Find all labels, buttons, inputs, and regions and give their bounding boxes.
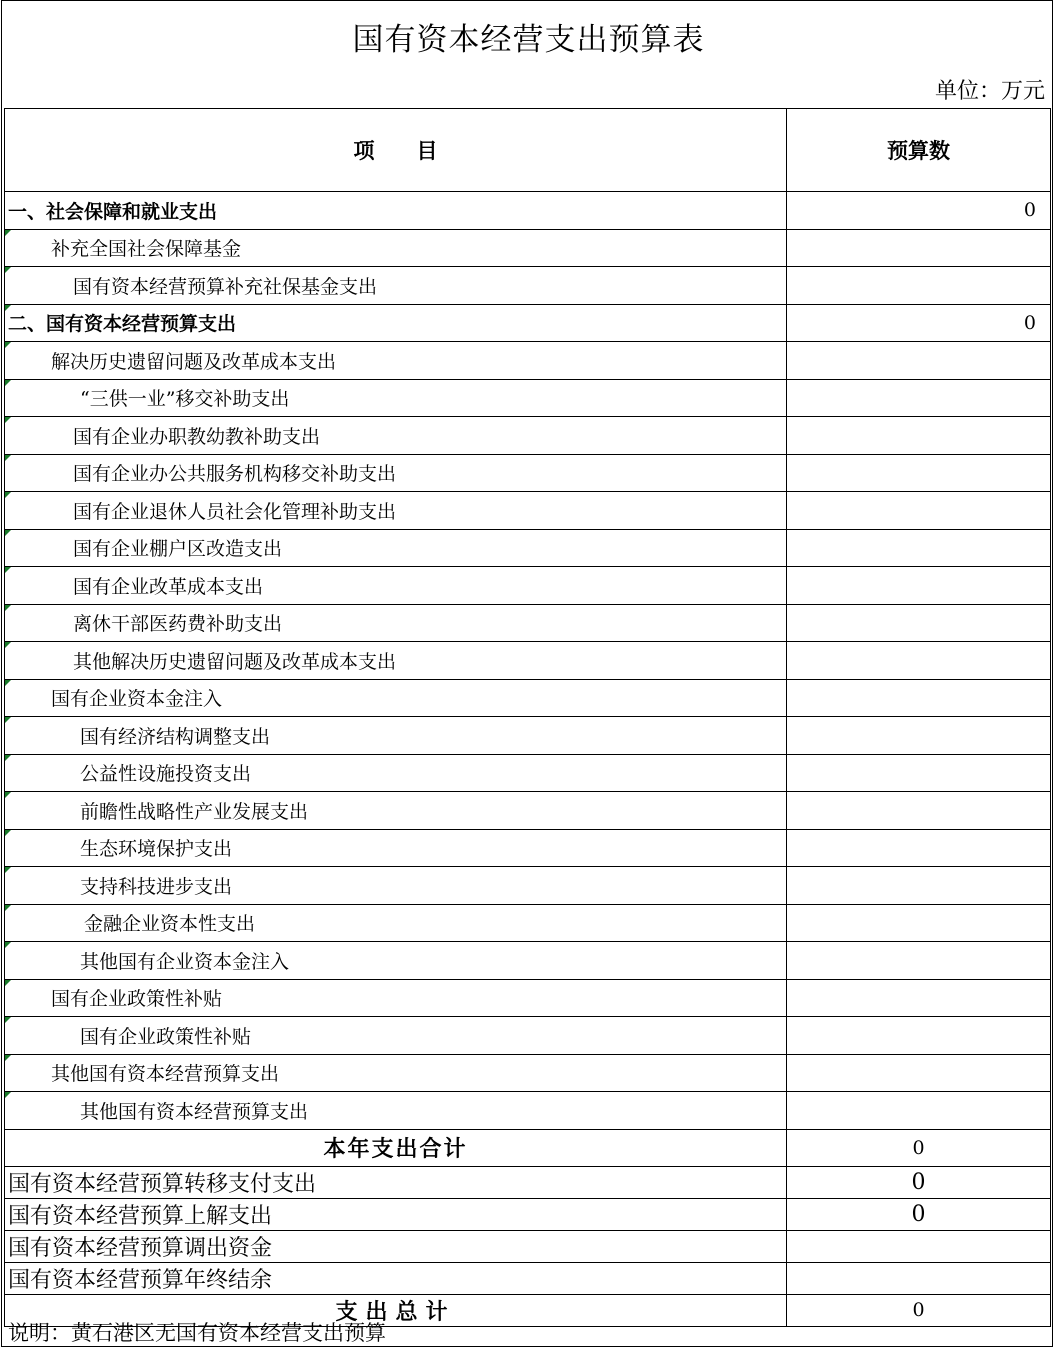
row-value <box>787 792 1051 830</box>
extra-label: 国有资本经营预算转移支付支出 <box>5 1166 787 1198</box>
grand-total-label: 支出总计 <box>5 1294 787 1326</box>
grand-total-value: 0 <box>787 1294 1051 1326</box>
extra-value: 0 <box>787 1166 1051 1198</box>
table-row <box>5 417 1051 455</box>
year-total-label: 本年支出合计 <box>5 1129 787 1166</box>
row-value <box>787 604 1051 642</box>
table-row <box>5 342 1051 380</box>
row-label: 国有经济结构调整支出 <box>5 717 787 755</box>
row-value <box>787 867 1051 905</box>
table-row <box>5 1017 1051 1055</box>
table-row <box>5 679 1051 717</box>
row-value: 0 <box>787 304 1051 342</box>
table-row <box>5 454 1051 492</box>
table-row <box>5 567 1051 605</box>
row-value <box>787 829 1051 867</box>
row-value <box>787 379 1051 417</box>
table-row <box>5 1198 1051 1230</box>
row-value <box>787 267 1051 305</box>
row-label: 补充全国社会保障基金 <box>5 229 787 267</box>
row-value <box>787 229 1051 267</box>
table-row <box>5 229 1051 267</box>
row-value <box>787 567 1051 605</box>
table-row <box>5 1230 1051 1262</box>
row-value <box>787 529 1051 567</box>
table-row <box>5 304 1051 342</box>
row-label: 国有企业改革成本支出 <box>5 567 787 605</box>
row-value <box>787 717 1051 755</box>
row-label: 国有企业资本金注入 <box>5 679 787 717</box>
table-row <box>5 829 1051 867</box>
row-label: 公益性设施投资支出 <box>5 754 787 792</box>
table-header-row <box>5 109 1051 192</box>
row-value <box>787 1017 1051 1055</box>
row-label: 国有资本经营预算补充社保基金支出 <box>5 267 787 305</box>
year-total-value: 0 <box>787 1129 1051 1166</box>
table-row <box>5 1166 1051 1198</box>
row-label: 其他解决历史遗留问题及改革成本支出 <box>5 642 787 680</box>
table-row <box>5 642 1051 680</box>
table-row <box>5 979 1051 1017</box>
row-value <box>787 754 1051 792</box>
header-amount: 预算数 <box>787 109 1051 192</box>
row-value <box>787 679 1051 717</box>
row-label: 一、社会保障和就业支出 <box>5 192 787 230</box>
table-row <box>5 192 1051 230</box>
table-row <box>5 1092 1051 1130</box>
footnote: 说明：黄石港区无国有资本经营支出预算 <box>8 1321 386 1345</box>
row-label: 离休干部医药费补助支出 <box>5 604 787 642</box>
row-value <box>787 342 1051 380</box>
row-value: 0 <box>787 192 1051 230</box>
row-label: 支持科技进步支出 <box>5 867 787 905</box>
table-row <box>5 1054 1051 1092</box>
row-label: 其他国有企业资本金注入 <box>5 942 787 980</box>
extra-label: 国有资本经营预算调出资金 <box>5 1230 787 1262</box>
table-row <box>5 1262 1051 1294</box>
row-label: 生态环境保护支出 <box>5 829 787 867</box>
row-label: 国有企业退休人员社会化管理补助支出 <box>5 492 787 530</box>
year-total-row <box>5 1129 1051 1166</box>
extra-label: 国有资本经营预算上解支出 <box>5 1198 787 1230</box>
table-row <box>5 604 1051 642</box>
row-value <box>787 1092 1051 1130</box>
header-item: 项 目 <box>5 109 787 192</box>
row-value <box>787 979 1051 1017</box>
extra-value <box>787 1230 1051 1262</box>
row-value <box>787 642 1051 680</box>
budget-table <box>4 108 1051 1327</box>
row-value <box>787 417 1051 455</box>
row-label: 解决历史遗留问题及改革成本支出 <box>5 342 787 380</box>
row-label: 金融企业资本性支出 <box>5 904 787 942</box>
table-row <box>5 867 1051 905</box>
table-body <box>5 192 1051 1327</box>
table-row <box>5 792 1051 830</box>
row-label: 国有企业棚户区改造支出 <box>5 529 787 567</box>
row-label: 其他国有资本经营预算支出 <box>5 1054 787 1092</box>
extra-value <box>787 1262 1051 1294</box>
table-row <box>5 529 1051 567</box>
extra-value: 0 <box>787 1198 1051 1230</box>
row-label: “三供一业”移交补助支出 <box>5 379 787 417</box>
row-value <box>787 942 1051 980</box>
row-label: 其他国有资本经营预算支出 <box>5 1092 787 1130</box>
row-value <box>787 904 1051 942</box>
row-value <box>787 492 1051 530</box>
table-row <box>5 942 1051 980</box>
row-label: 二、国有资本经营预算支出 <box>5 304 787 342</box>
table-row <box>5 379 1051 417</box>
row-label: 国有企业办职教幼教补助支出 <box>5 417 787 455</box>
row-value <box>787 1054 1051 1092</box>
extra-label: 国有资本经营预算年终结余 <box>5 1262 787 1294</box>
row-label: 国有企业政策性补贴 <box>5 979 787 1017</box>
table-row <box>5 904 1051 942</box>
row-label: 国有企业政策性补贴 <box>5 1017 787 1055</box>
page-title: 国有资本经营支出预算表 <box>352 22 705 58</box>
table-row <box>5 754 1051 792</box>
row-value <box>787 454 1051 492</box>
table-row <box>5 267 1051 305</box>
row-label: 前瞻性战略性产业发展支出 <box>5 792 787 830</box>
table-row <box>5 717 1051 755</box>
row-label: 国有企业办公共服务机构移交补助支出 <box>5 454 787 492</box>
table-row <box>5 492 1051 530</box>
unit-label: 单位：万元 <box>934 79 1045 104</box>
